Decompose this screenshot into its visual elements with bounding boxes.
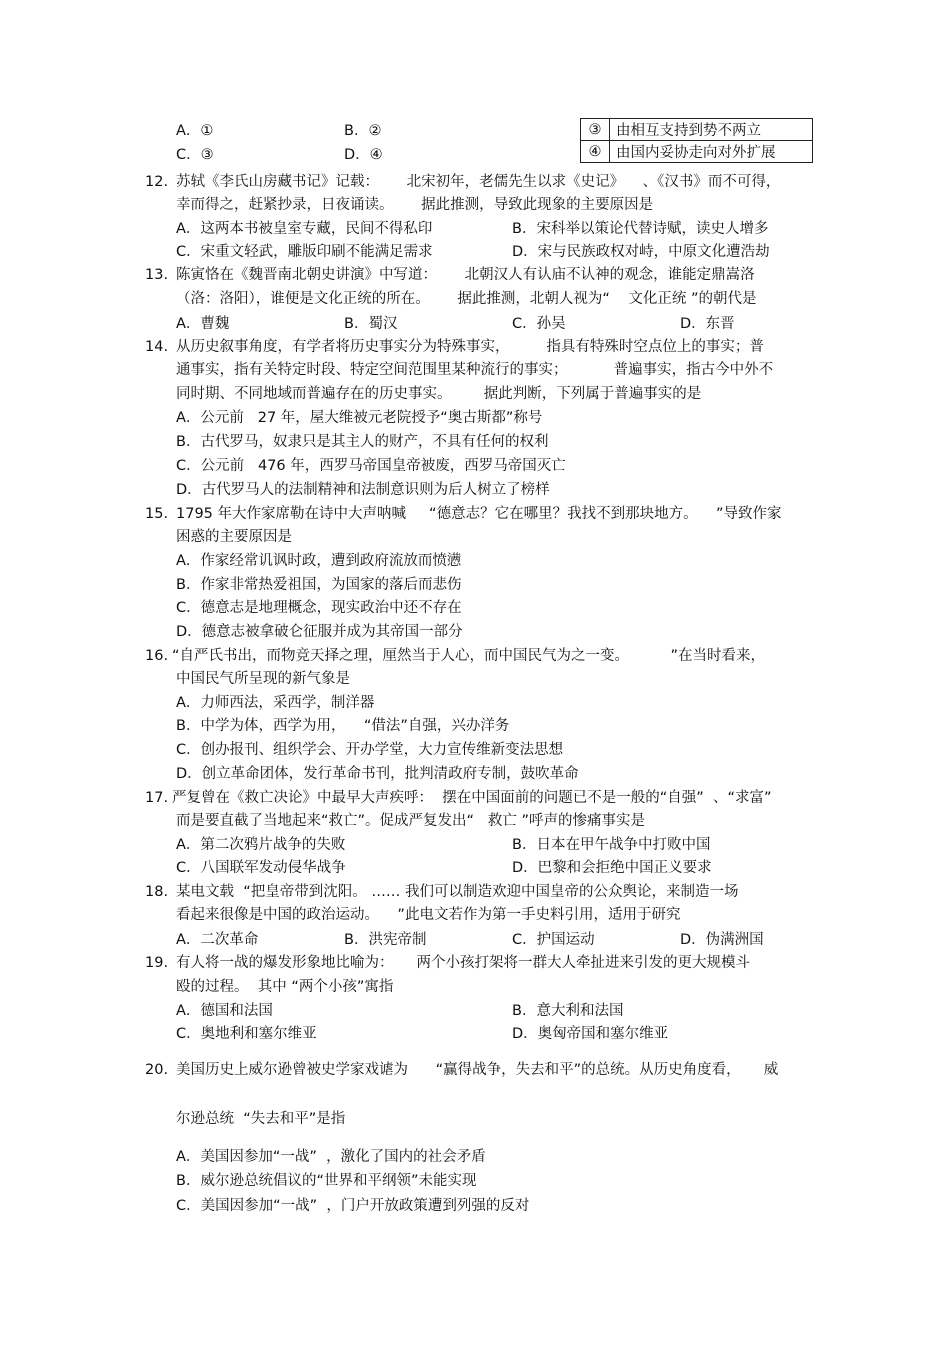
q12-option-b[interactable]: B．宋科举以策论代替诗赋，读史人增多 (512, 221, 769, 237)
question-number: 18. (145, 884, 169, 900)
question-number: 19. (145, 955, 169, 971)
table-cell-text: 由相互支持到势不两立 (610, 119, 813, 141)
q15-option-c[interactable]: C．德意志是地理概念，现实政治中还不存在 (176, 600, 462, 616)
q12-option-a[interactable]: A．这两本书被皇室专藏，民间不得私印 (176, 221, 433, 237)
question-number: 15. (145, 506, 169, 522)
question-text: 陈寅恪在《魏晋南北朝史讲演》中写道： 北朝汉人有认庙不认神的观念，谁能定鼎嵩洛 (176, 267, 755, 283)
q16-option-b[interactable]: B．中学为体，西学为用， “借法”自强，兴办洋务 (176, 718, 510, 734)
q14-option-d[interactable]: D．古代罗马人的法制精神和法制意识则为后人树立了榜样 (176, 482, 550, 498)
question-text: 某电文载 “把皇帝带到沈阳。 …… 我们可以制造欢迎中国皇帝的公众舆论，来制造一场 (176, 884, 739, 900)
q13-option-a[interactable]: A．曹魏 (176, 316, 230, 332)
question-text: 看起来很像是中国的政治运动。 ”此电文若作为第一手史料引用，适用于研究 (176, 907, 681, 923)
q19-option-c[interactable]: C．奥地利和塞尔维亚 (176, 1026, 317, 1042)
q18-option-b[interactable]: B．洪宪帝制 (344, 932, 427, 948)
question-text: 严复曾在《救亡决论》中最早大声疾呼： 摆在中国面前的问题已不是一般的“自强” 、“求富” (172, 790, 772, 806)
table-cell-num: ④ (581, 141, 610, 163)
question-number: 20. (145, 1062, 169, 1078)
question-text: 中国民气所呈现的新气象是 (176, 671, 350, 687)
question-text: “自严氏书出，而物竞天择之理，厘然当于人心，而中国民气为之一变。 ”在当时看来， (172, 648, 766, 664)
q16-option-d[interactable]: D．创立革命团体，发行革命书刊，批判清政府专制，鼓吹革命 (176, 766, 579, 782)
question-text: 从历史叙事角度，有学者将历史事实分为特殊事实， 指具有特殊时空点位上的事实；普 (176, 339, 764, 355)
table-row (581, 141, 813, 163)
q13-option-b[interactable]: B．蜀汉 (344, 316, 398, 332)
q20-option-b[interactable]: B．威尔逊总统倡议的“世界和平纲领”未能实现 (176, 1173, 477, 1189)
q16-option-c[interactable]: C．创办报刊、组织学会、开办学堂，大力宣传维新变法思想 (176, 742, 564, 758)
q15-option-a[interactable]: A．作家经常讥讽时政，遭到政府流放而愤懑 (176, 553, 462, 569)
q15-option-d[interactable]: D．德意志被拿破仑征服并成为其帝国一部分 (176, 624, 463, 640)
q11-option-c[interactable]: C．③ (176, 147, 214, 163)
question-text: 同时期、不同地域而普遍存在的历史事实。 据此判断，下列属于普遍事实的是 (176, 386, 702, 402)
question-text: （洛：洛阳），谁便是文化正统的所在。 据此推测，北朝人视为“ 文化正统 ”的朝代是 (176, 291, 757, 307)
question-text: 幸而得之，赶紧抄录，日夜诵读。 据此推测，导致此现象的主要原因是 (176, 197, 654, 213)
table-cell-num: ③ (581, 119, 610, 141)
question-text: 1795 年大作家席勒在诗中大声呐喊 “德意志？它在哪里？我找不到那块地方。 ”导致作家 (176, 506, 782, 522)
q17-option-a[interactable]: A．第二次鸦片战争的失败 (176, 837, 346, 853)
question-number: 16. (145, 648, 169, 664)
q15-option-b[interactable]: B．作家非常热爱祖国，为国家的落后而悲伤 (176, 577, 462, 593)
q19-option-a[interactable]: A．德国和法国 (176, 1003, 273, 1019)
q18-option-d[interactable]: D．伪满洲国 (680, 932, 764, 948)
q17-option-b[interactable]: B．日本在甲午战争中打败中国 (512, 837, 711, 853)
q17-option-d[interactable]: D．巴黎和会拒绝中国正义要求 (512, 860, 712, 876)
q20-option-a[interactable]: A．美国因参加“一战” ，激化了国内的社会矛盾 (176, 1149, 486, 1165)
table-cell-text: 由国内妥协走向对外扩展 (610, 141, 813, 163)
table-row (581, 119, 813, 141)
q19-option-b[interactable]: B．意大利和法国 (512, 1003, 624, 1019)
question-number: 14. (145, 339, 169, 355)
q13-option-d[interactable]: D．东晋 (680, 316, 735, 332)
q19-option-d[interactable]: D．奥匈帝国和塞尔维亚 (512, 1026, 669, 1042)
q11-option-d[interactable]: D．④ (344, 147, 383, 163)
question-text: 通事实，指有关特定时段、特定空间范围里某种流行的事实； 普遍事实，指古今中外不 (176, 362, 774, 378)
q11-option-b[interactable]: B．② (344, 123, 382, 139)
question-text: 困惑的主要原因是 (176, 529, 292, 545)
q11-option-a[interactable]: A．① (176, 123, 214, 139)
question-text: 尔逊总统 “失去和平”是指 (176, 1111, 346, 1127)
question-number: 13. (145, 267, 169, 283)
q17-option-c[interactable]: C．八国联军发动侵华战争 (176, 860, 346, 876)
q14-option-c[interactable]: C．公元前 476 年，西罗马帝国皇帝被废，西罗马帝国灭亡 (176, 458, 566, 474)
q16-option-a[interactable]: A．力师西法，采西学，制洋器 (176, 695, 375, 711)
question-number: 12. (145, 174, 169, 190)
q13-option-c[interactable]: C．孙吴 (512, 316, 566, 332)
q20-option-c[interactable]: C．美国因参加“一战” ，门户开放政策遭到列强的反对 (176, 1198, 530, 1214)
q12-option-d[interactable]: D．宋与民族政权对峙，中原文化遭浩劫 (512, 244, 770, 260)
question-text: 美国历史上威尔逊曾被史学家戏谑为 “赢得战争，失去和平”的总统。从历史角度看， 威 (176, 1062, 779, 1078)
q18-option-a[interactable]: A．二次革命 (176, 932, 259, 948)
q14-option-b[interactable]: B．古代罗马，奴隶只是其主人的财产，不具有任何的权利 (176, 434, 549, 450)
question-text: 苏轼《李氏山房藏书记》记载： 北宋初年，老儒先生以求《史记》 、《汉书》而不可得， (176, 174, 781, 190)
question-number: 17. (145, 790, 169, 806)
q18-option-c[interactable]: C．护国运动 (512, 932, 595, 948)
q12-option-c[interactable]: C．宋重文轻武，雕版印刷不能满足需求 (176, 244, 433, 260)
q11-table (580, 118, 813, 163)
question-text: 有人将一战的爆发形象地比喻为： 两个小孩打架将一群大人牵扯进来引发的更大规模斗 (176, 955, 751, 971)
q14-option-a[interactable]: A．公元前 27 年，屋大维被元老院授予“奥古斯都”称号 (176, 410, 543, 426)
question-text: 而是要直截了当地起来“救亡”。促成严复发出“ 救亡 ”呼声的惨痛事实是 (176, 813, 645, 829)
question-text: 殴的过程。 其中 “两个小孩”寓指 (176, 979, 394, 995)
